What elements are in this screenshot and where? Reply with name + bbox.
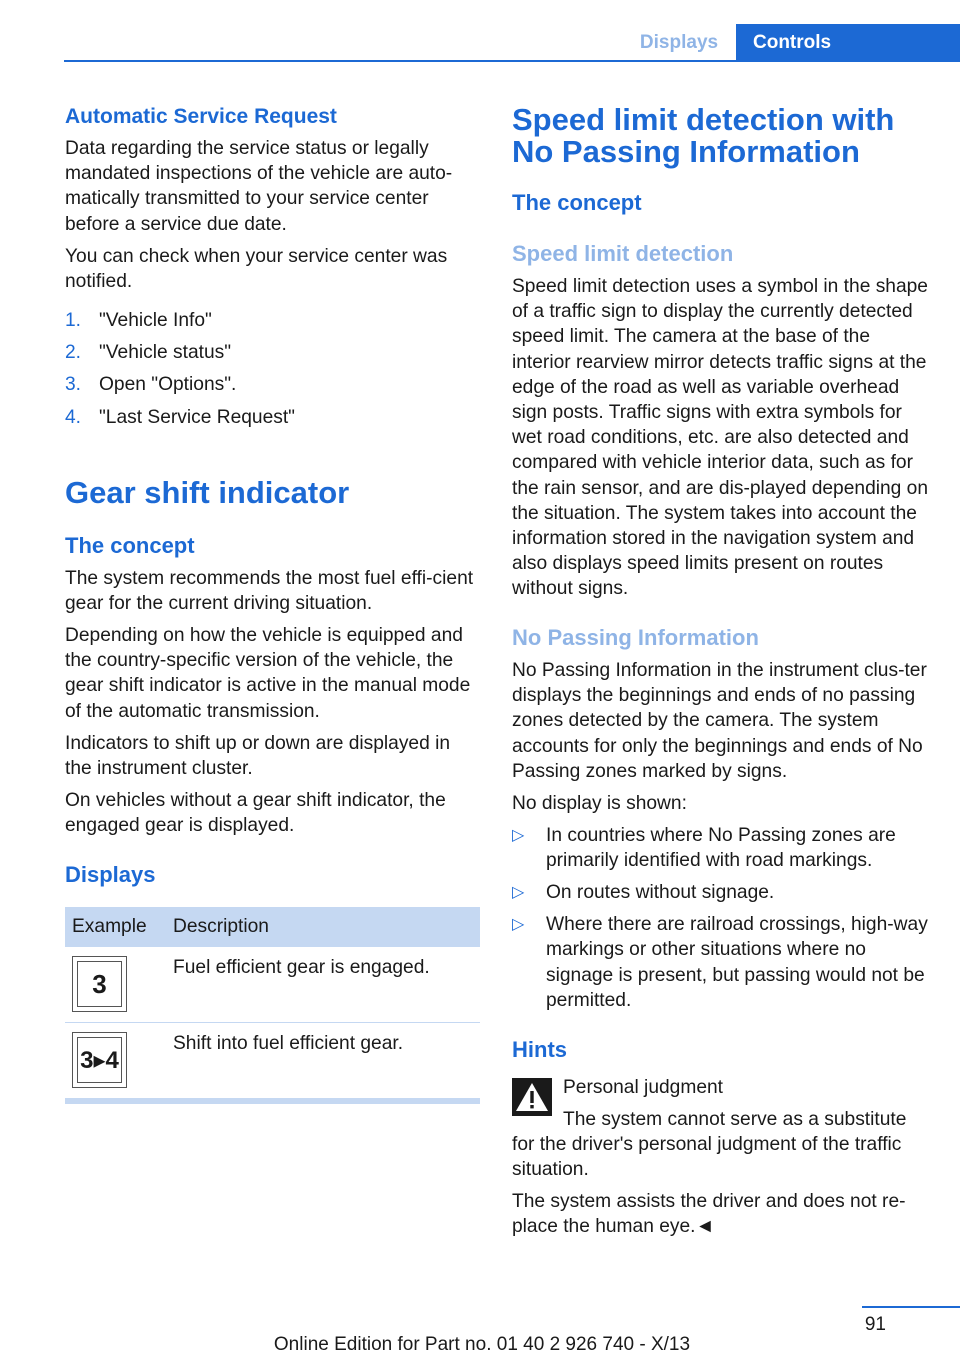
header-rule [64, 60, 960, 62]
gsi-paragraph-4: On vehicles without a gear shift indicator, the engaged gear is displayed. [65, 790, 446, 837]
step-number: 1. [65, 310, 82, 331]
col-example-header: Example [72, 916, 147, 937]
bullet-text: On routes without signage. [546, 882, 775, 904]
step-number: 2. [65, 342, 82, 364]
gear-shift-up-icon [72, 1032, 127, 1088]
hints-heading: Hints [512, 1037, 567, 1062]
speed-limit-title: Speed limit detection with No Passing Information [512, 102, 895, 169]
triangle-bullet-icon: ▷ [512, 827, 525, 844]
gsi-paragraph-1: The system recommends the most fuel effi-cient gear for the current driving situation. [65, 568, 474, 615]
header-tab-controls: Controls [736, 24, 960, 62]
table-bottom-bar [65, 1099, 480, 1104]
bullet-text: Where there are railroad crossings, high-way markings or other situations where no signage is present, but passing would not be permitted. [546, 914, 928, 1011]
footer-rule [862, 1306, 960, 1308]
asr-steps-list [65, 308, 480, 437]
no-display-intro: No display is shown: [512, 793, 687, 814]
assist-paragraph: The system assists the driver and does not re-place the human eye.◄ [512, 1191, 906, 1238]
displays-heading: Displays [65, 862, 156, 887]
gear-engaged-icon [72, 956, 127, 1012]
table-row [65, 947, 480, 1023]
table-header [65, 907, 480, 947]
triangle-bullet-icon: ▷ [512, 916, 525, 934]
step-number: 4. [65, 406, 82, 428]
no-display-list [512, 823, 930, 1020]
list-item [65, 340, 480, 372]
page-number: 91 [864, 1314, 886, 1335]
warning-paragraph: The system cannot serve as a substitute for the driver's personal judgment of the traffic situation. [512, 1109, 907, 1181]
gsi-paragraph-3: Indicators to shift up or down are displayed in the instrument cluster. [65, 733, 451, 780]
bullet-text: In countries where No Passing zones are primarily identified with road markings. [546, 825, 896, 872]
gsi-concept-heading: The concept [65, 533, 195, 558]
right-concept-heading: The concept [512, 190, 642, 215]
asr-heading: Automatic Service Request [65, 105, 337, 128]
step-number: 3. [65, 374, 82, 396]
table-row [65, 1023, 480, 1099]
list-item [65, 405, 480, 437]
npi-paragraph: No Passing Information in the instrument clus-ter displays the beginnings and ends of no passing zones detected by the camera. The system accounts for only the beginnings and ends of No Passing zones marked by signs. [512, 660, 927, 782]
asr-paragraph-2: You can check when your service center was notified. [65, 246, 448, 293]
npi-heading: No Passing Information [512, 625, 759, 650]
row-description: Fuel efficient gear is engaged. [173, 957, 430, 978]
list-item [65, 372, 480, 404]
gear-symbol: 3 [77, 961, 122, 1007]
col-description-header: Description [173, 916, 269, 937]
gsi-paragraph-2: Depending on how the vehicle is equipped and the country-specific version of the vehicle, the gear shift indicator is active in the manual mode of the automatic transmission. [65, 625, 471, 722]
list-item [65, 308, 480, 340]
step-text: "Vehicle Info" [99, 310, 212, 331]
header-tab-displays: Displays [639, 32, 719, 53]
sld-heading: Speed limit detection [512, 241, 734, 266]
sld-paragraph: Speed limit detection uses a symbol in the shape of a traffic sign to display the currently detected speed limit. The camera at the base of the interior rearview mirror detects traffic signs at the edge of the road as well as variable overhead sign posts. Traffic signs with extra symbols for wet road conditions, etc. are also detected and compared with vehicle interior data, such as for the rain sensor, and are dis-played depending on the situation. The system takes into account the information stored in the navigation system and also displays speed limits present on routes without signs. [512, 276, 929, 600]
displays-table [65, 907, 480, 1104]
gear-symbol: 3▸4 [77, 1037, 122, 1083]
list-item [512, 880, 930, 905]
asr-paragraph-1: Data regarding the service status or legally mandated inspections of the vehicle are auto-matically transmitted to your service center before a service due date. [65, 138, 453, 235]
triangle-bullet-icon: ▷ [512, 884, 525, 902]
step-text: Open "Options". [99, 374, 237, 396]
list-item [512, 912, 930, 1013]
gear-shift-title: Gear shift indicator [65, 475, 350, 510]
warning-title: Personal judgment [563, 1077, 723, 1098]
row-description: Shift into fuel efficient gear. [173, 1033, 404, 1054]
step-text: "Last Service Request" [99, 406, 295, 428]
list-item [512, 823, 930, 873]
edition-footer: Online Edition for Part no. 01 40 2 926 740 - X/13 [273, 1334, 691, 1355]
step-text: "Vehicle status" [99, 342, 232, 364]
